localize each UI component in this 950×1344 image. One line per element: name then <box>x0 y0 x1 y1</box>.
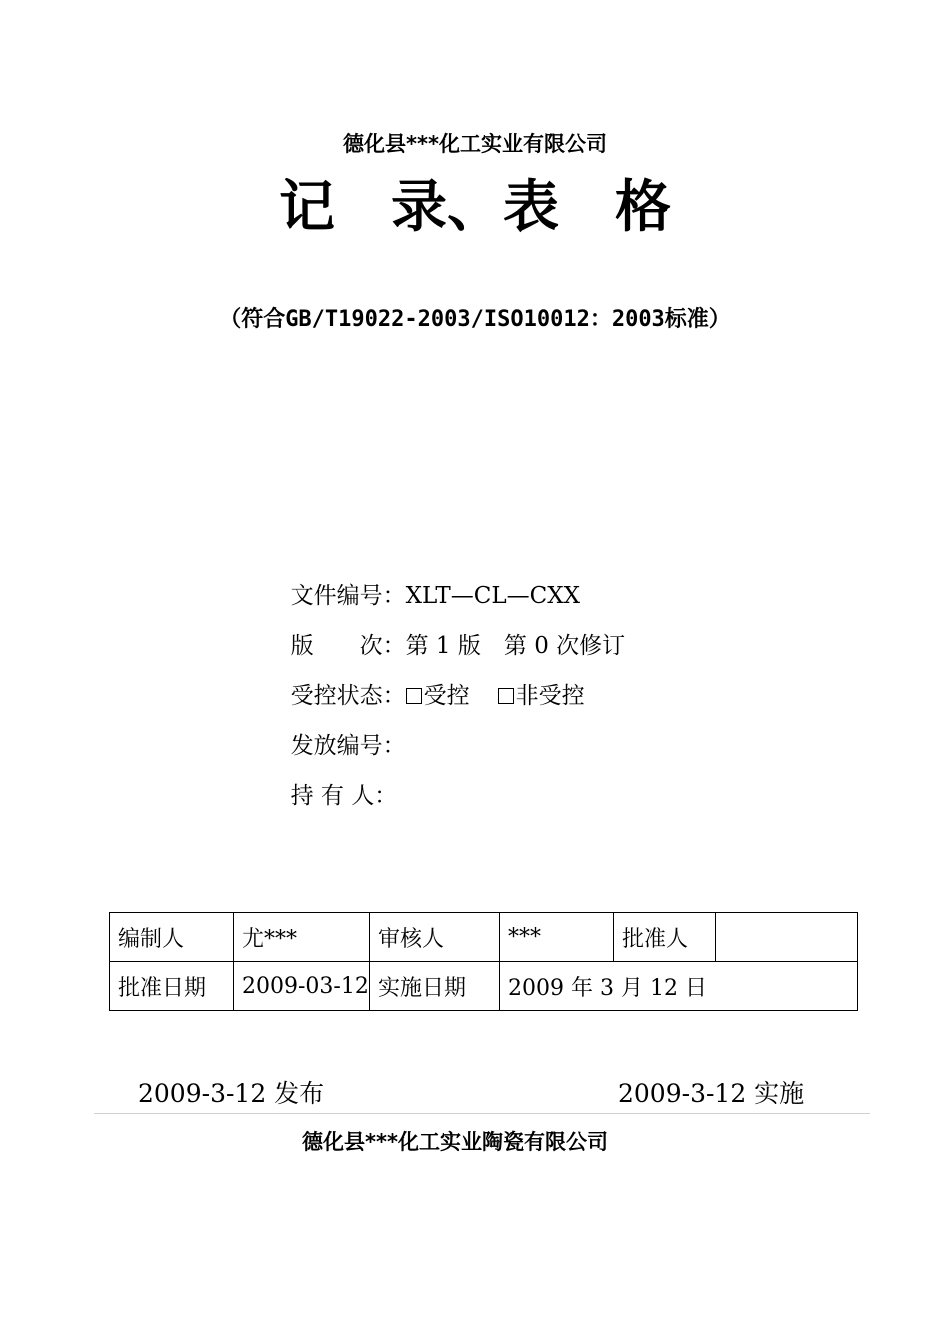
table-row <box>110 913 858 962</box>
table-cell: 2009-03-12 <box>234 962 370 1011</box>
footer-divider <box>94 1113 870 1114</box>
table-row <box>110 962 858 1011</box>
table-cell <box>716 913 858 962</box>
controlled-checkbox[interactable] <box>406 688 422 704</box>
table-cell: *** <box>500 913 614 962</box>
uncontrolled-option-label: 非受控 <box>515 683 585 709</box>
standard-reference: （符合GB/T19022-2003/ISO10012：2003标准） <box>219 307 731 332</box>
table-cell: 尤*** <box>234 913 370 962</box>
company-name-bottom: 德化县***化工实业陶瓷有限公司 <box>302 1130 608 1154</box>
table-cell: 审核人 <box>370 913 500 962</box>
table-cell: 批准日期 <box>110 962 234 1011</box>
file-number-label: 文件编号： <box>290 583 406 609</box>
table-cell: 2009 年 3 月 12 日 <box>500 962 858 1011</box>
holder-label: 持 有 人： <box>290 783 398 809</box>
company-name-top: 德化县***化工实业有限公司 <box>343 132 607 156</box>
table-cell: 批准人 <box>614 913 716 962</box>
controlled-option-label: 受控 <box>423 683 470 709</box>
implement-date: 2009-3-12 实施 <box>618 1079 805 1108</box>
release-date: 2009-3-12 发布 <box>138 1079 325 1108</box>
uncontrolled-checkbox[interactable] <box>498 688 514 704</box>
file-number-value: XLT—CL—CXX <box>405 583 580 609</box>
holder-line <box>276 751 397 811</box>
control-status-label: 受控状态： <box>290 683 406 709</box>
version-label: 版 次： <box>290 633 406 659</box>
table-cell: 编制人 <box>110 913 234 962</box>
approval-table <box>109 912 858 1011</box>
issue-number-label: 发放编号： <box>290 733 406 759</box>
document-title: 记 录、表 格 <box>279 175 671 240</box>
version-value: 第 1 版 第 0 次修订 <box>405 633 626 659</box>
table-cell: 实施日期 <box>370 962 500 1011</box>
